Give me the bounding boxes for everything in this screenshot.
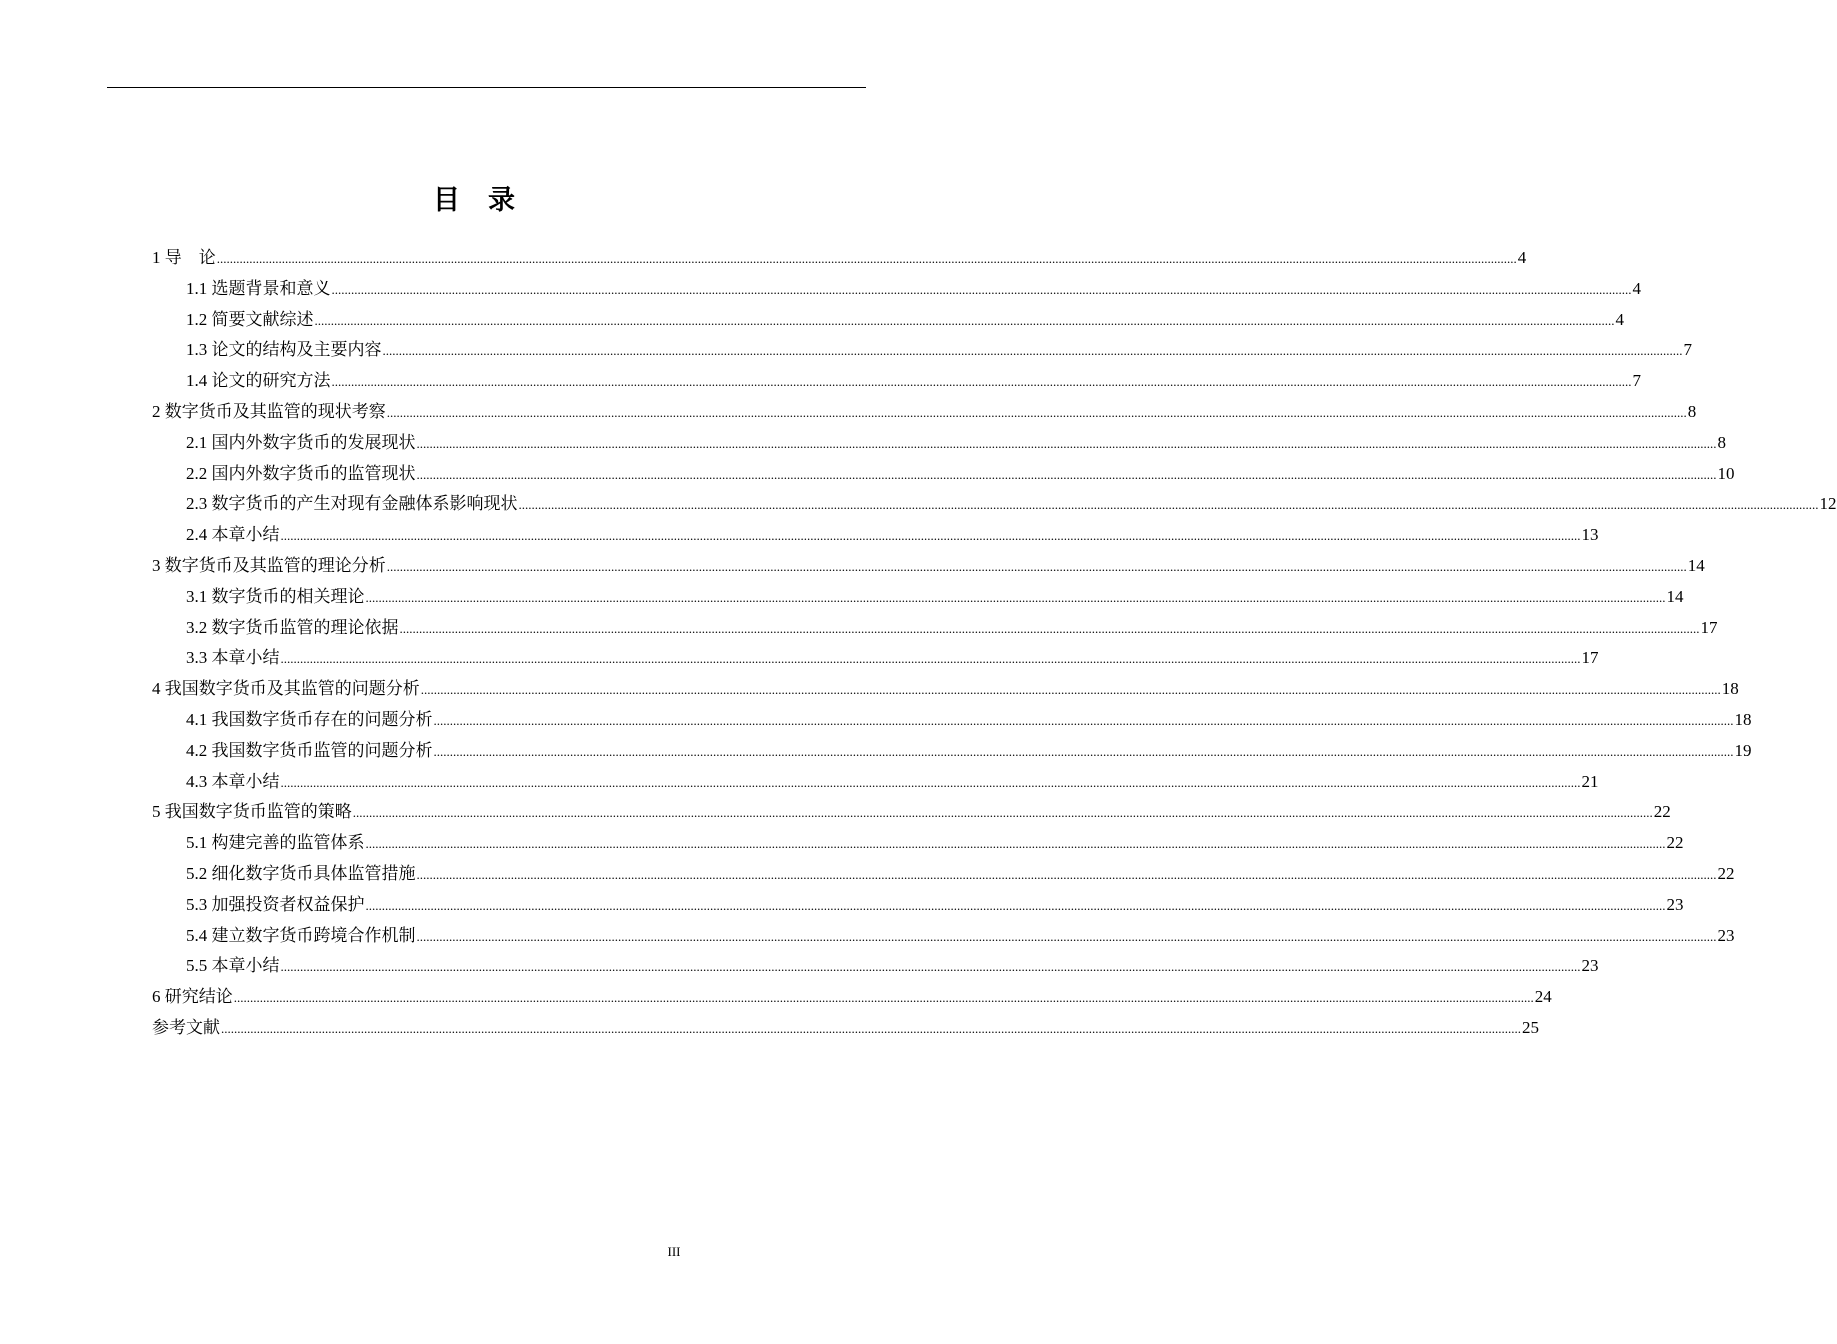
toc-entry-label: 1.2 简要文献综述 [186, 309, 314, 329]
toc-entry[interactable] [152, 674, 1739, 705]
toc-entry[interactable] [152, 921, 1735, 952]
toc-entry-label: 4 我国数字货币及其监管的问题分析 [152, 679, 420, 699]
title-part-2: 录 [488, 185, 517, 215]
toc-entry-page: 13 [1581, 525, 1599, 545]
toc-leader-dots: ................................................................................................................................................................................................................................................................................................................................................................................................................ [233, 990, 1534, 1006]
toc-leader-dots: ................................................................................................................................................................................................................................................................................................................................................................................................................ [352, 805, 1653, 821]
toc-entry-label: 2.4 本章小结 [186, 525, 280, 545]
toc-entry[interactable] [152, 459, 1735, 490]
toc-entry-label: 2.1 国内外数字货币的发展现状 [186, 432, 416, 452]
toc-entry[interactable] [152, 643, 1599, 674]
toc-entry-page: 4 [1517, 248, 1527, 267]
toc-entry-page: 17 [1581, 648, 1599, 668]
toc-entry-page: 23 [1666, 894, 1684, 914]
toc-entry-label: 1.1 选题背景和意义 [186, 278, 331, 298]
toc-entry-label: 5.2 细化数字货币具体监管措施 [186, 863, 416, 883]
title-part-1: 目 [433, 185, 462, 215]
toc-leader-dots: ................................................................................................................................................................................................................................................................................................................................................................................................................ [280, 774, 1581, 790]
toc-entry[interactable] [152, 767, 1599, 798]
toc-leader-dots: ................................................................................................................................................................................................................................................................................................................................................................................................................ [331, 281, 1632, 297]
toc-entry[interactable] [152, 951, 1599, 982]
toc-entry-label: 5.5 本章小结 [186, 956, 280, 976]
toc-entry-label: 2.2 国内外数字货币的监管现状 [186, 463, 416, 483]
toc-entry-page: 22 [1653, 802, 1671, 822]
toc-entry[interactable] [152, 859, 1735, 890]
toc-leader-dots: ................................................................................................................................................................................................................................................................................................................................................................................................................ [399, 620, 1700, 636]
toc-entry-label: 4.1 我国数字货币存在的问题分析 [186, 709, 433, 729]
toc-leader-dots: ................................................................................................................................................................................................................................................................................................................................................................................................................ [280, 528, 1581, 544]
toc-leader-dots: ................................................................................................................................................................................................................................................................................................................................................................................................................ [280, 959, 1581, 975]
toc-leader-dots: ................................................................................................................................................................................................................................................................................................................................................................................................................ [416, 866, 1717, 882]
toc-entry-label: 4.3 本章小结 [186, 771, 280, 791]
toc-entry-label: 1.4 论文的研究方法 [186, 371, 331, 391]
toc-entry[interactable] [152, 489, 1837, 520]
toc-entry-page: 10 [1717, 463, 1735, 483]
toc-entry-page: 22 [1717, 863, 1735, 883]
table-of-contents [152, 243, 1837, 1044]
toc-leader-dots: ................................................................................................................................................................................................................................................................................................................................................................................................................ [386, 558, 1687, 574]
toc-leader-dots: ................................................................................................................................................................................................................................................................................................................................................................................................................ [216, 251, 1517, 266]
toc-entry-label: 3 数字货币及其监管的理论分析 [152, 555, 386, 575]
toc-entry-page: 22 [1666, 833, 1684, 853]
toc-entry[interactable] [152, 335, 1692, 366]
toc-entry-page: 14 [1687, 555, 1705, 575]
toc-leader-dots: ................................................................................................................................................................................................................................................................................................................................................................................................................ [416, 466, 1717, 482]
toc-entry-page: 8 [1717, 432, 1726, 452]
toc-entry-label: 5.3 加强投资者权益保护 [186, 894, 365, 914]
toc-entry[interactable] [152, 274, 1641, 305]
toc-entry-page: 8 [1687, 401, 1697, 421]
toc-entry[interactable] [152, 366, 1641, 397]
toc-leader-dots: ................................................................................................................................................................................................................................................................................................................................................................................................................ [433, 743, 1734, 759]
toc-leader-dots: ................................................................................................................................................................................................................................................................................................................................................................................................................ [382, 343, 1683, 359]
toc-entry[interactable] [152, 736, 1752, 767]
toc-entry[interactable] [152, 397, 1697, 428]
toc-entry[interactable] [152, 305, 1624, 336]
toc-entry-label: 2 数字货币及其监管的现状考察 [152, 401, 386, 421]
toc-leader-dots: ................................................................................................................................................................................................................................................................................................................................................................................................................ [416, 435, 1717, 451]
toc-entry-label: 参考文献 [152, 1017, 220, 1037]
toc-entry-page: 23 [1581, 956, 1599, 976]
toc-entry-label: 3.2 数字货币监管的理论依据 [186, 617, 399, 637]
toc-entry-label: 1 导 论 [152, 248, 216, 267]
toc-leader-dots: ................................................................................................................................................................................................................................................................................................................................................................................................................ [221, 1020, 1521, 1036]
toc-entry[interactable] [152, 582, 1684, 613]
toc-entry-page: 18 [1721, 679, 1739, 699]
toc-leader-dots: ................................................................................................................................................................................................................................................................................................................................................................................................................ [365, 836, 1666, 852]
toc-entry-page: 4 [1615, 309, 1624, 329]
toc-entry[interactable] [152, 243, 1527, 274]
toc-entry[interactable] [152, 828, 1684, 859]
toc-entry[interactable] [152, 551, 1705, 582]
toc-entry[interactable] [152, 428, 1726, 459]
footer-page-number: III [667, 1244, 681, 1259]
toc-entry-label: 5.4 建立数字货币跨境合作机制 [186, 925, 416, 945]
toc-leader-dots: ................................................................................................................................................................................................................................................................................................................................................................................................................ [280, 651, 1581, 667]
toc-entry-label: 4.2 我国数字货币监管的问题分析 [186, 740, 433, 760]
toc-entry[interactable] [152, 705, 1752, 736]
toc-entry-label: 3.1 数字货币的相关理论 [186, 586, 365, 606]
toc-entry[interactable] [152, 890, 1684, 921]
toc-entry-label: 6 研究结论 [152, 987, 233, 1007]
toc-entry[interactable] [152, 982, 1552, 1013]
toc-entry-label: 2.3 数字货币的产生对现有金融体系影响现状 [186, 494, 518, 514]
toc-entry-page: 14 [1666, 586, 1684, 606]
toc-leader-dots: ................................................................................................................................................................................................................................................................................................................................................................................................................ [365, 589, 1666, 605]
toc-entry-page: 17 [1700, 617, 1718, 637]
toc-entry-page: 4 [1632, 278, 1641, 298]
toc-leader-dots: ................................................................................................................................................................................................................................................................................................................................................................................................................ [386, 404, 1687, 420]
toc-leader-dots: ................................................................................................................................................................................................................................................................................................................................................................................................................ [314, 312, 1615, 328]
toc-entry[interactable] [152, 1013, 1539, 1044]
toc-entry[interactable] [152, 797, 1671, 828]
toc-entry-page: 25 [1522, 1017, 1539, 1037]
header-rule [107, 87, 866, 88]
toc-entry-page: 7 [1683, 340, 1692, 360]
toc-entry-page: 18 [1734, 709, 1752, 729]
toc-entry[interactable] [152, 613, 1718, 644]
toc-entry-label: 5.1 构建完善的监管体系 [186, 833, 365, 853]
toc-leader-dots: ................................................................................................................................................................................................................................................................................................................................................................................................................ [518, 497, 1819, 513]
toc-entry-label: 3.3 本章小结 [186, 648, 280, 668]
toc-entry-page: 21 [1581, 771, 1599, 791]
toc-entry-page: 7 [1632, 371, 1641, 391]
toc-leader-dots: ................................................................................................................................................................................................................................................................................................................................................................................................................ [433, 712, 1734, 728]
toc-entry-page: 19 [1734, 740, 1752, 760]
toc-entry-page: 24 [1534, 987, 1552, 1007]
toc-leader-dots: ................................................................................................................................................................................................................................................................................................................................................................................................................ [420, 682, 1721, 698]
page-title [0, 178, 950, 217]
toc-leader-dots: ................................................................................................................................................................................................................................................................................................................................................................................................................ [331, 374, 1632, 390]
toc-entry-page: 23 [1717, 925, 1735, 945]
toc-entry-label: 5 我国数字货币监管的策略 [152, 802, 352, 822]
toc-entry[interactable] [152, 520, 1599, 551]
toc-leader-dots: ................................................................................................................................................................................................................................................................................................................................................................................................................ [365, 897, 1666, 913]
toc-leader-dots: ................................................................................................................................................................................................................................................................................................................................................................................................................ [416, 928, 1717, 944]
toc-entry-label: 1.3 论文的结构及主要内容 [186, 340, 382, 360]
toc-entry-page: 12 [1819, 494, 1837, 514]
